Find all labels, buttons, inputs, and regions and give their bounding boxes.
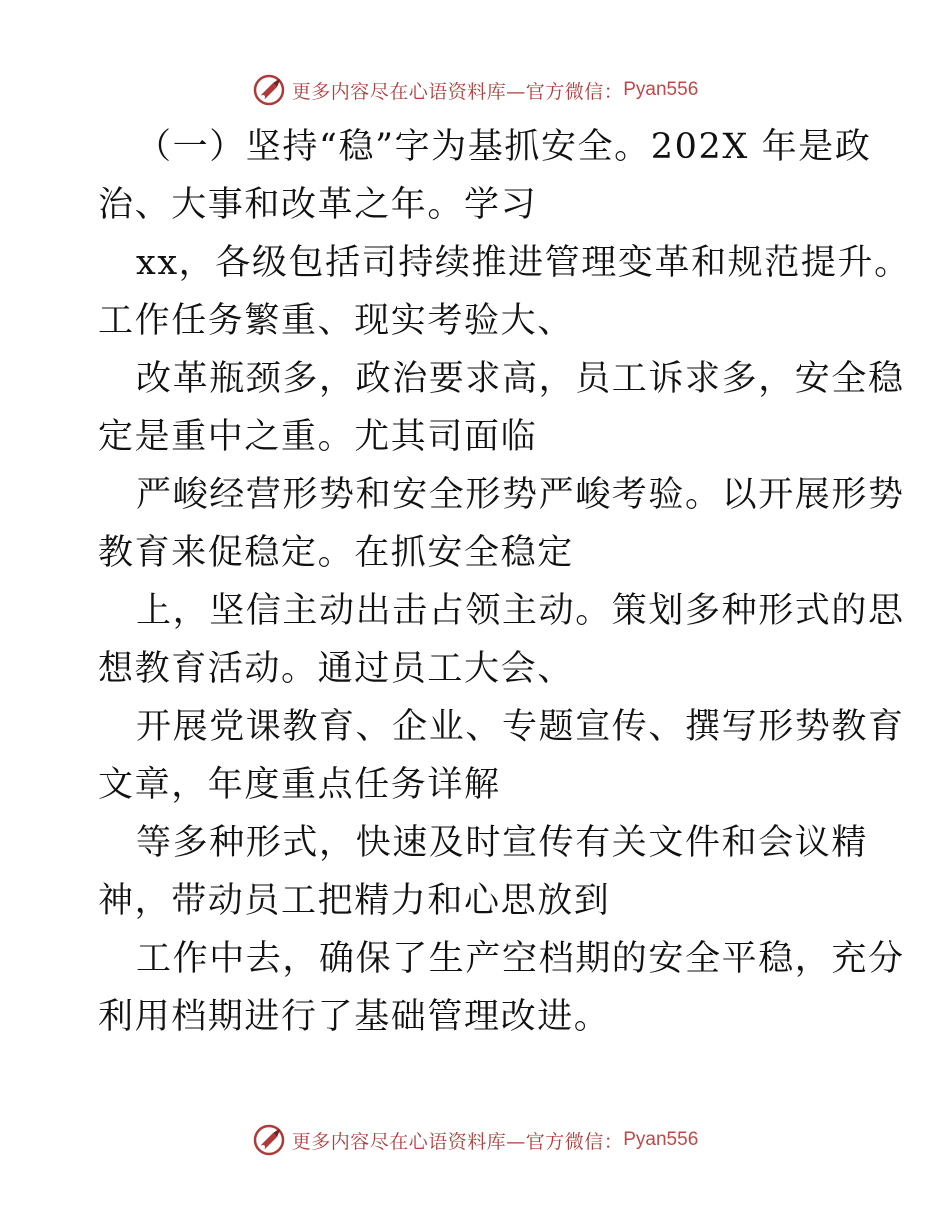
- paragraph-line: xx，各级包括司持续推进管理变革和规范提升。: [136, 243, 911, 283]
- paragraph-line: 治、大事和改革之年。学习: [98, 185, 538, 225]
- paragraph-line: 工作中去，确保了生产空档期的安全平稳，充分: [136, 939, 905, 979]
- paragraph-line: 文章，年度重点任务详解: [98, 765, 501, 805]
- paragraph-line: 上，坚信主动出击占领主动。策划多种形式的思: [136, 591, 905, 631]
- banner-wechat-id: Pyan556: [623, 1129, 699, 1150]
- paragraph-line: （一）坚持“稳”字为基抓安全。202X 年是政: [136, 127, 872, 167]
- logo-icon: [252, 1123, 286, 1157]
- header-banner: [0, 70, 950, 110]
- paragraph-line: 利用档期进行了基础管理改进。: [98, 997, 611, 1037]
- banner-wechat-id: Pyan556: [623, 79, 699, 100]
- logo-icon: [252, 73, 286, 107]
- paragraph-line: 教育来促稳定。在抓安全稳定: [98, 533, 574, 573]
- banner-text: 更多内容尽在心语资料库—官方微信：: [291, 80, 624, 103]
- paragraph-line: 神，带动员工把精力和心思放到: [98, 881, 611, 921]
- paragraph-line: 严峻经营形势和安全形势严峻考验。以开展形势: [136, 475, 905, 515]
- paragraph-line: 开展党课教育、企业、专题宣传、撰写形势教育: [136, 707, 905, 747]
- paragraph-line: 工作任务繁重、现实考验大、: [98, 301, 574, 341]
- footer-banner: [0, 1120, 950, 1160]
- paragraph-line: 等多种形式，快速及时宣传有关文件和会议精: [136, 823, 869, 863]
- paragraph-line: 改革瓶颈多，政治要求高，员工诉求多，安全稳: [136, 359, 905, 399]
- banner-text: 更多内容尽在心语资料库—官方微信：: [291, 1130, 624, 1153]
- paragraph-line: 想教育活动。通过员工大会、: [98, 649, 574, 689]
- paragraph-line: 定是重中之重。尤其司面临: [98, 417, 538, 457]
- document-body: [98, 118, 911, 1046]
